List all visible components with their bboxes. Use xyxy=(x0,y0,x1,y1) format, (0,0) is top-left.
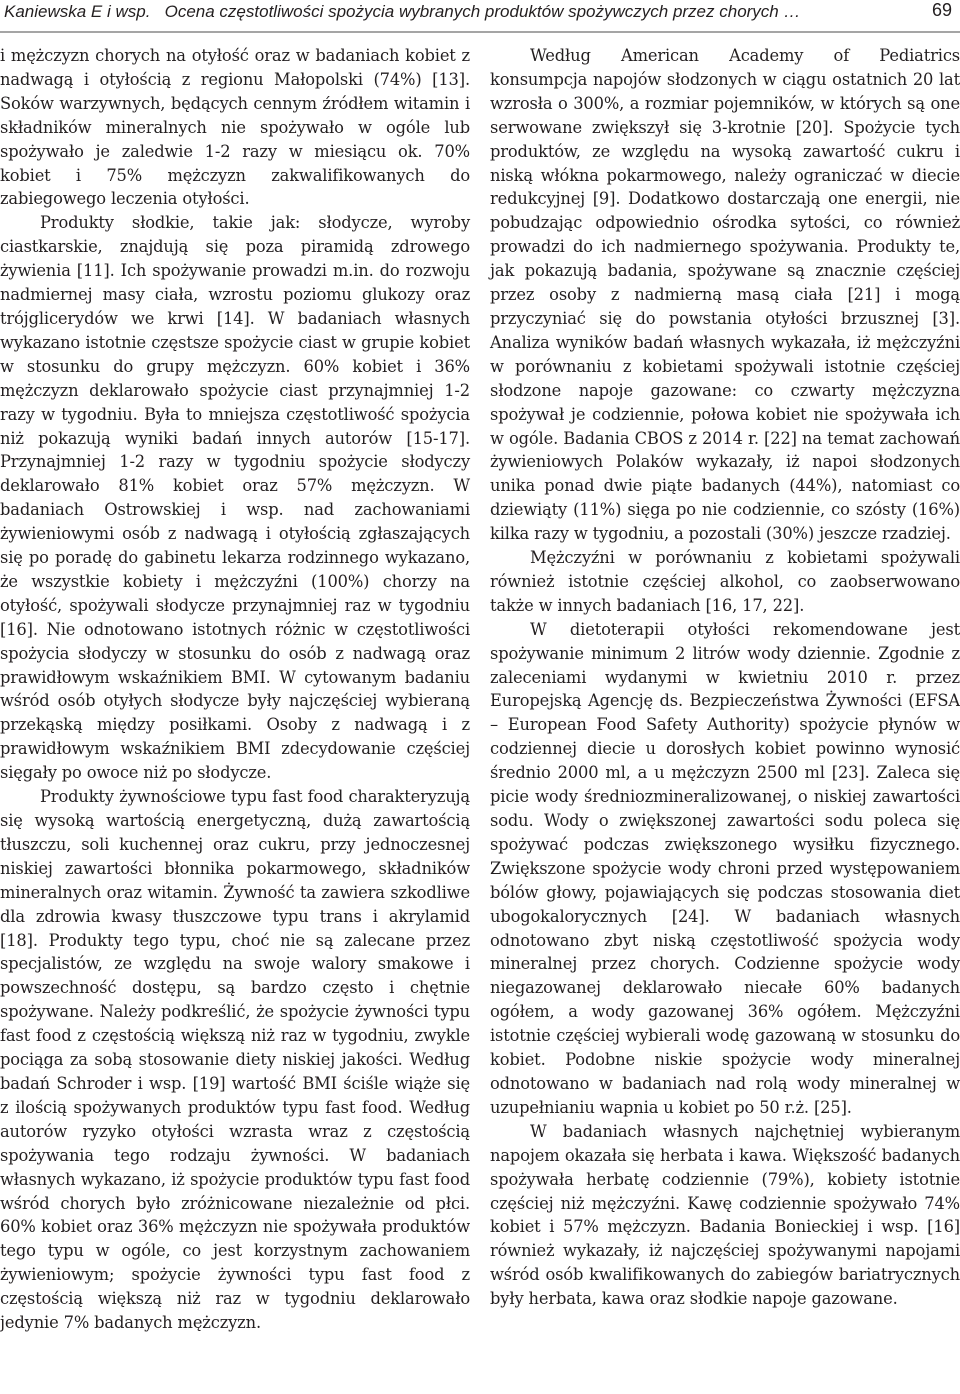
paragraph: W badaniach własnych najchętniej wybieranym napojem okazała się herbata i kawa. Większość badanych spożywała herbatę codziennie (79%), kobiety istotnie częściej niż mężczyźni. Kawę codziennie spożywało 74% kobiet i 57% mężczyzn. Badania Bonieckiej i wsp. [16] również wykazały, iż najczęściej spożywanymi napojami wśród osób kwalifikowanych do zabiegów bariatrycznych były herbata, kawa oraz słodkie napoje gazowane. xyxy=(490,1121,960,1309)
running-title xyxy=(4,2,800,22)
page-number: 69 xyxy=(931,0,952,20)
paragraph: Produkty słodkie, takie jak: słodycze, wyroby ciastkarskie, znajdują się poza piramidą zdrowego żywienia [11]. Ich spożywanie prowadzi m.in. do rozwoju nadmiernej masy ciała, wzrostu poziomu glukozy oraz trójglicerydów we krwi [14]. W badaniach własnych wykazano istotnie częstsze spożycie ciast w grupie kobiet w stosunku do grupy mężczyzn. 60% kobiet i 36% mężczyzn deklarowało spożycie ciast przynajmniej 1-2 razy w tygodniu. Była to mniejsza częstotliwość spożycia niż pokazują wyniki badań innych autorów [15-17]. Przynajmniej 1-2 razy w tygodniu spożycie słodyczy deklarowało 81% kobiet oraz 57% mężczyzn. W badaniach Ostrowskiej i wsp. nad zachowaniami żywieniowymi osób z nadwagą i otyłością zgłaszających się po poradę do gabinetu lekarza rodzinnego wykazano, że wszystkie kobiety i mężczyźni (100%) chorzy na otyłość, spożywali słodycze przynajmniej raz w tygodniu [16]. Nie odnotowano istotnych różnic w częstotliwości spożycia słodyczy w stosunku do osób z nadwagą oraz prawidłowym wskaźnikiem BMI. W cytowanym badaniu wśród osób otyłych słodycze były najczęściej wybieraną przekąską między posiłkami. Osoby z nadwagą i z prawidłowym wskaźnikiem BMI zdecydowanie częściej sięgały po owoce niż po słodycze. xyxy=(0,213,470,783)
paragraph: Produkty żywnościowe typu fast food charakteryzują się wysoką wartością energetyczną, dużą zawartością tłuszczu, soli kuchennej oraz cukru, przy jednoczesnej niskiej zawartości błonnika pokarmowego, składników mineralnych oraz witamin. Żywność ta zawiera szkodliwe dla zdrowia kwasy tłuszczowe typu trans i akrylamid [18]. Produkty tego typu, choć nie są zalecane przez specjalistów, ze względu na swoje walory smakowe i powszechność dostępu, są bardzo często i chętnie spożywane. Należy podkreślić, że spożycie żywności typu fast food z częstością większą niż raz w tygodniu, zwykle pociąga za sobą stosowanie diety niskiej jakości. Według badań Schroder i wsp. [19] wartość BMI ściśle wiąże się z ilością spożywanych produktów typu fast food. Według autorów ryzyko otyłości wzrasta wraz z częstością spożywania tego rodzaju żywności. W badaniach własnych wykazano, iż spożycie produktów typu fast food wśród chorych było zróżnicowane niezależnie od płci. 60% kobiet oraz 36% mężczyzn nie spożywała produktów tego typu w ogóle, co jest korzystnym zachowaniem żywieniowym; spożycie żywności typu fast food z częstością większą niż raz w tygodniu deklarowało jedynie 7% badanych mężczyzn. xyxy=(0,787,470,1333)
paragraph: i mężczyzn chorych na otyłość oraz w badaniach kobiet z nadwagą i otyłością z regionu Małopolski (74%) [13]. Soków warzywnych, będących cennym źródłem witamin i składników mineralnych nie spożywało w ogóle lub spożywało je zaledwie 1-2 razy w miesiącu ok. 70% kobiet i 75% mężczyzn zakwalifikowanych do zabiegowego leczenia otyłości. xyxy=(0,46,470,209)
paragraph: W dietoterapii otyłości rekomendowane jest spożywanie minimum 2 litrów wody dziennie. Zgodnie z zaleceniami wydanymi w kwietniu 2010 r. przez Europejską Agencję ds. Bezpieczeństwa Żywności (EFSA – European Food Safety Authority) spożycie płynów w codziennej diecie u dorosłych kobiet powinno wynosić średnio 2000 ml, a u mężczyzn 2500 ml [23]. Zaleca się picie wody średniozmineralizowanej, o niskiej zawartości sodu. Wody o zwiększonej zawartości sodu poleca się spożywać podczas zwiększonego wysiłku fizycznego. Zwiększone spożycie wody chroni przed występowaniem bólów głowy, pojawiających się podczas stosowania diet ubogokalorycznych [24]. W badaniach własnych odnotowano zbyt niską częstotliwość spożycia wody mineralnej przez chorych. Codzienne spożycie wody niegazowanej deklarowało niecałe 60% badanych ogółem, a wody gazowanej 36% ogółem. Mężczyźni istotnie częściej wybierali wodę gazowaną w stosunku do kobiet. Podobne niskie spożycie wody mineralnej odnotowano w badaniach nad rolą wody mineralnej w uzupełnianiu wapnia u kobiet po 50 r.ż. [25]. xyxy=(490,619,960,1117)
paragraph: Według American Academy of Pediatrics konsumpcja napojów słodzonych w ciągu ostatnich 20 lat wzrosła o 300%, a rozmiar pojemników, w których są one serwowane zwiększył się 3-krotnie [20]. Spożycie tych produktów, ze względu na wysoką zawartość cukru i niską włókna pokarmowego, należy ograniczać w diecie redukcyjnej [9]. Dodatkowo dostarczają one energii, nie pobudzając odpowiednio ośrodka sytości, co również prowadzi do ich nadmiernego spożywania. Produkty te, jak pokazują badania, spożywane są znacznie częściej przez osoby z nadmierną masą ciała [21] i mogą przyczyniać się do powstania otyłości brzusznej [3]. Analiza wyników badań własnych wykazała, iż mężczyźni w porównaniu z kobietami spożywali istotnie częściej słodzone napoje gazowane: co czwarty mężczyzna spożywał je codziennie, połowa kobiet nie spożywała ich w ogóle. Badania CBOS z 2014 r. [22] na temat zachowań żywieniowych Polaków wykazały, iż napoi słodzonych unika ponad dwie piąte badanych (44%), natomiast co dziewiąty (11%) sięga po nie codziennie, co szósty (16%) kilka razy w tygodniu, a pozostali (30%) jeszcze rzadziej. xyxy=(490,46,960,544)
paragraph: Mężczyźni w porównaniu z kobietami spożywali również istotnie częściej alkohol, co zaobserwowano także w innych badaniach [16, 17, 22]. xyxy=(490,548,960,615)
running-header xyxy=(0,0,960,36)
right-column xyxy=(490,44,960,1311)
header-rule xyxy=(0,31,960,33)
header-authors: Kaniewska E i wsp. xyxy=(4,2,151,21)
left-column xyxy=(0,44,470,1335)
header-article-title: Ocena częstotliwości spożycia wybranych produktów spożywczych przez chorych … xyxy=(164,2,801,21)
